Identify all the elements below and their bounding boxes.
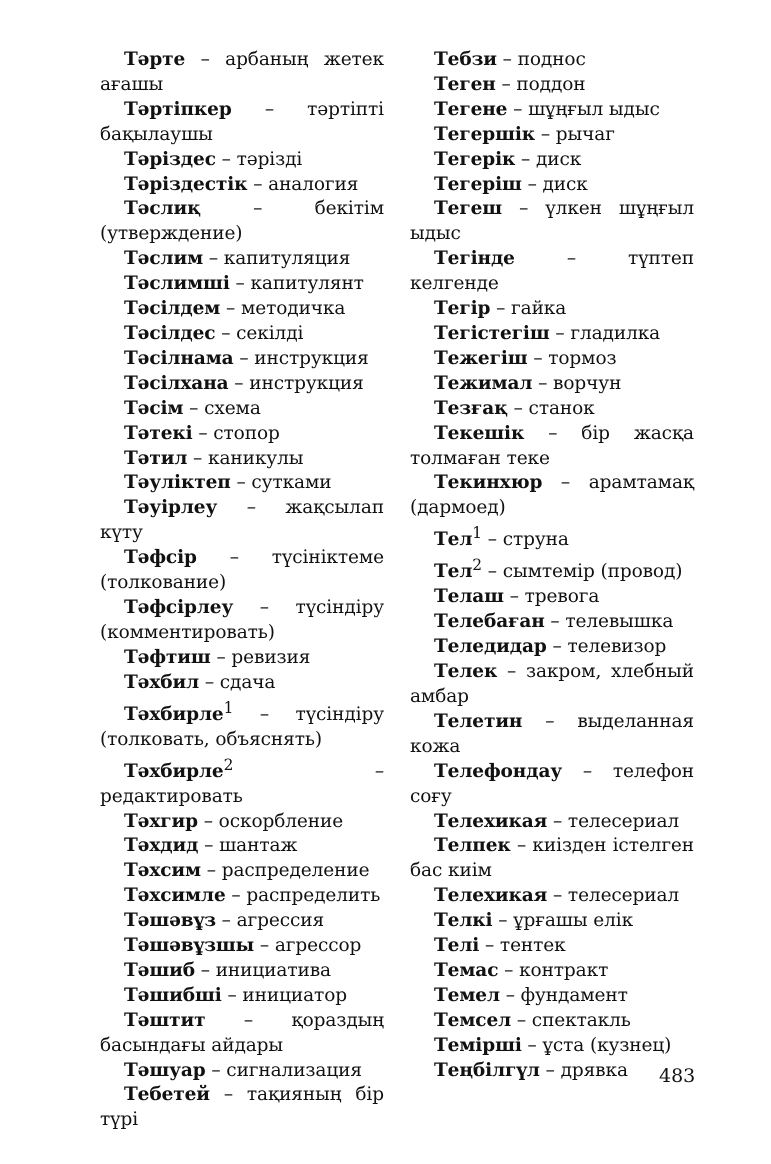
homonym-index: 1 bbox=[223, 698, 234, 717]
dictionary-entry bbox=[100, 322, 384, 347]
entry-headword: Темсел bbox=[434, 1009, 512, 1031]
entry-headword: Тәсілдес bbox=[124, 322, 216, 344]
entry-headword: Телек bbox=[434, 661, 498, 683]
entry-headword: Тегершік bbox=[434, 123, 536, 145]
entry-headword: Телехикая bbox=[434, 810, 548, 832]
entry-headword: Тәтекі bbox=[124, 422, 193, 444]
dictionary-entry bbox=[100, 984, 384, 1009]
entry-definition: – агрессор bbox=[254, 935, 362, 957]
entry-definition: – оскорбление bbox=[197, 810, 344, 832]
entry-definition: – тревога bbox=[503, 586, 600, 608]
entry-definition: – телевизор bbox=[546, 636, 667, 658]
entry-headword: Тәрте bbox=[124, 49, 186, 70]
entry-definition: – инструкция bbox=[233, 347, 369, 369]
dictionary-entry bbox=[410, 1009, 694, 1034]
entry-definition: – ұрғашы елік bbox=[492, 910, 634, 932]
dictionary-entry bbox=[410, 834, 694, 884]
dictionary-entry bbox=[100, 934, 384, 959]
entry-definition: – арбаның жетек ағашы bbox=[100, 49, 384, 95]
entry-headword: Тәфсір bbox=[124, 547, 197, 569]
dictionary-entry bbox=[410, 660, 694, 710]
entry-headword: Тәріздес bbox=[124, 148, 216, 170]
dictionary-entry bbox=[100, 1059, 384, 1084]
entry-definition: – рычаг bbox=[535, 123, 615, 145]
dictionary-entry bbox=[410, 347, 694, 372]
dictionary-entry bbox=[410, 909, 694, 934]
dictionary-entry bbox=[100, 272, 384, 297]
entry-definition: – ворчун bbox=[532, 372, 622, 394]
entry-definition: – жақсылап күту bbox=[100, 497, 384, 544]
entry-definition: – диск bbox=[515, 148, 582, 170]
entry-headword: Тегеш bbox=[434, 198, 503, 220]
entry-definition: – бір жасқа толмаған теке bbox=[410, 422, 694, 469]
entry-definition: – ұста (кузнец) bbox=[521, 1034, 672, 1056]
entry-headword: Тәштит bbox=[124, 1009, 206, 1031]
entry-definition: – станок bbox=[507, 397, 595, 419]
entry-definition: – редактировать bbox=[100, 760, 384, 807]
homonym-index: 1 bbox=[472, 524, 482, 543]
entry-headword: Тәхдид bbox=[124, 835, 199, 857]
dictionary-entry bbox=[100, 422, 384, 447]
dictionary-entry bbox=[410, 553, 694, 585]
entry-headword: Тел bbox=[434, 529, 473, 551]
entry-headword: Тәртіпкер bbox=[124, 98, 232, 120]
entry-definition: – диск bbox=[521, 173, 588, 195]
entry-definition: – телефон соғу bbox=[410, 760, 694, 807]
entry-headword: Тәуліктеп bbox=[124, 472, 231, 494]
entry-definition: – телесериал bbox=[547, 885, 680, 907]
dictionary-entry bbox=[100, 546, 384, 596]
entry-definition: – ревизия bbox=[210, 646, 311, 668]
entry-headword: Темел bbox=[434, 984, 500, 1006]
entry-definition: – түсіндіру (комментировать) bbox=[100, 596, 384, 643]
dictionary-entry bbox=[410, 810, 694, 835]
entry-definition: – телесериал bbox=[547, 810, 680, 832]
dictionary-entry bbox=[410, 372, 694, 397]
entry-definition: – спектакль bbox=[511, 1009, 631, 1031]
entry-headword: Телефондау bbox=[434, 760, 563, 782]
entry-definition: – капитулянт bbox=[229, 273, 364, 295]
entry-definition: – закром, хлебный амбар bbox=[410, 661, 694, 707]
entry-headword: Тәслим bbox=[124, 248, 204, 270]
dictionary-entry bbox=[410, 635, 694, 660]
dictionary-entry bbox=[100, 297, 384, 322]
dictionary-entry bbox=[100, 1009, 384, 1059]
dictionary-entry bbox=[100, 447, 384, 472]
dictionary-entry bbox=[100, 372, 384, 397]
entry-headword: Тәхбил bbox=[124, 671, 200, 693]
dictionary-entry bbox=[100, 173, 384, 198]
entry-headword: Тәслимші bbox=[124, 273, 230, 295]
dictionary-entry bbox=[410, 471, 694, 521]
entry-definition: – сигнализация bbox=[205, 1059, 362, 1081]
entry-definition: – фундамент bbox=[499, 984, 628, 1006]
entry-definition: – инициатор bbox=[221, 984, 347, 1006]
dictionary-entry bbox=[100, 496, 384, 546]
entry-headword: Тәшибші bbox=[124, 984, 222, 1006]
dictionary-entry bbox=[100, 859, 384, 884]
entry-headword: Тегістегіш bbox=[434, 322, 550, 344]
entry-headword: Тәфтиш bbox=[124, 646, 211, 668]
left-column bbox=[100, 48, 384, 1133]
entry-definition: – капитуляция bbox=[203, 248, 351, 270]
entry-headword: Тәсілнама bbox=[124, 347, 234, 369]
entry-headword: Тәхбирле bbox=[124, 760, 224, 782]
entry-definition: – сутками bbox=[230, 472, 332, 494]
entry-definition: – поднос bbox=[496, 49, 586, 70]
entry-headword: Тегерік bbox=[434, 148, 516, 170]
entry-definition: – инициатива bbox=[194, 959, 331, 981]
entry-definition: – қораздың басындағы айдары bbox=[100, 1009, 384, 1056]
entry-headword: Тебзи bbox=[434, 49, 497, 70]
entry-definition: – сымтемір (провод) bbox=[481, 561, 683, 583]
entry-headword: Текинхюр bbox=[434, 472, 543, 494]
entry-definition: – методичка bbox=[220, 298, 346, 320]
dictionary-entry bbox=[100, 471, 384, 496]
dictionary-entry bbox=[100, 753, 384, 810]
dictionary-entry bbox=[100, 197, 384, 247]
dictionary-entry bbox=[410, 422, 694, 472]
dictionary-entry bbox=[100, 696, 384, 753]
entry-headword: Телехикая bbox=[434, 885, 548, 907]
entry-definition: – тормоз bbox=[527, 347, 617, 369]
dictionary-entry bbox=[410, 610, 694, 635]
entry-headword: Теледидар bbox=[434, 636, 547, 658]
dictionary-entry bbox=[410, 297, 694, 322]
entry-definition: – түсініктеме (толкование) bbox=[100, 547, 384, 594]
entry-headword: Тегір bbox=[434, 298, 491, 320]
entry-headword: Тәхсимле bbox=[124, 885, 226, 907]
entry-headword: Тегінде bbox=[434, 248, 515, 270]
dictionary-entry bbox=[100, 347, 384, 372]
dictionary-entry bbox=[410, 984, 694, 1009]
dictionary-entry bbox=[410, 98, 694, 123]
entry-headword: Телебаған bbox=[434, 611, 545, 633]
entry-definition: – тәрізді bbox=[215, 148, 303, 170]
entry-headword: Телетин bbox=[434, 710, 523, 732]
dictionary-entry bbox=[100, 596, 384, 646]
entry-headword: Тәшәвұзшы bbox=[124, 935, 255, 957]
entry-headword: Тебетей bbox=[124, 1084, 210, 1106]
entry-definition: – тентек bbox=[479, 935, 566, 957]
homonym-index: 2 bbox=[223, 755, 234, 774]
entry-headword: Тегеріш bbox=[434, 173, 522, 195]
entry-headword: Текешік bbox=[434, 422, 525, 444]
entry-definition: – тәртіпті бақылаушы bbox=[100, 98, 384, 145]
dictionary-entry bbox=[100, 48, 384, 98]
dictionary-entry bbox=[410, 1059, 694, 1084]
dictionary-entry bbox=[410, 934, 694, 959]
entry-definition: – шұңғыл ыдыс bbox=[507, 98, 660, 120]
dictionary-entry bbox=[410, 959, 694, 984]
entry-definition: – каникулы bbox=[187, 447, 304, 469]
entry-headword: Тәфсірлеу bbox=[124, 596, 234, 618]
dictionary-entry bbox=[100, 909, 384, 934]
dictionary-entry bbox=[100, 884, 384, 909]
entry-headword: Тәсілхана bbox=[124, 372, 229, 394]
dictionary-entry bbox=[410, 173, 694, 198]
entry-headword: Теңбілгүл bbox=[434, 1059, 540, 1081]
entry-definition: – арамтамақ (дармоед) bbox=[410, 472, 694, 519]
entry-headword: Тәріздестік bbox=[124, 173, 248, 195]
entry-headword: Тел bbox=[434, 561, 473, 583]
entry-definition: – струна bbox=[481, 529, 569, 551]
entry-headword: Телкі bbox=[434, 910, 493, 932]
entry-definition: – распределить bbox=[225, 885, 381, 907]
dictionary-entry bbox=[100, 397, 384, 422]
entry-definition: – гладилка bbox=[549, 322, 661, 344]
dictionary-entry bbox=[410, 585, 694, 610]
entry-definition: – түптеп келгенде bbox=[410, 248, 694, 295]
entry-headword: Телпек bbox=[434, 835, 511, 857]
entry-headword: Тежимал bbox=[434, 372, 533, 394]
entry-headword: Тәшәвұз bbox=[124, 910, 216, 932]
entry-definition: – поддон bbox=[495, 73, 586, 95]
dictionary-entry bbox=[100, 98, 384, 148]
entry-definition: – тақияның бір түрі bbox=[100, 1084, 384, 1131]
dictionary-entry bbox=[100, 834, 384, 859]
dictionary-entry bbox=[100, 810, 384, 835]
entry-definition: – контракт bbox=[498, 959, 609, 981]
dictionary-entry bbox=[410, 48, 694, 73]
entry-headword: Тәуірлеу bbox=[124, 497, 218, 519]
dictionary-entry bbox=[100, 1083, 384, 1133]
dictionary-entry bbox=[100, 247, 384, 272]
dictionary-entry bbox=[410, 760, 694, 810]
entry-definition: – секілді bbox=[215, 322, 304, 344]
dictionary-entry bbox=[410, 1034, 694, 1059]
entry-headword: Тегене bbox=[434, 98, 508, 120]
dictionary-entry bbox=[410, 73, 694, 98]
dictionary-entry bbox=[410, 322, 694, 347]
dictionary-entry bbox=[410, 397, 694, 422]
entry-definition: – распределение bbox=[201, 860, 370, 882]
dictionary-entry bbox=[410, 710, 694, 760]
right-column bbox=[410, 48, 694, 1083]
entry-headword: Тәслиқ bbox=[124, 198, 201, 220]
entry-headword: Темірші bbox=[434, 1034, 522, 1056]
entry-headword: Тежегіш bbox=[434, 347, 528, 369]
entry-headword: Тәхгир bbox=[124, 810, 198, 832]
entry-definition: – телевышка bbox=[544, 611, 674, 633]
entry-definition: – бекітім (утверждение) bbox=[100, 198, 384, 245]
dictionary-entry bbox=[100, 646, 384, 671]
entry-definition: – агрессия bbox=[215, 910, 325, 932]
entry-headword: Телі bbox=[434, 935, 480, 957]
page-number: 483 bbox=[659, 1065, 696, 1087]
dictionary-entry bbox=[410, 884, 694, 909]
entry-definition: – стопор bbox=[192, 422, 280, 444]
entry-headword: Тәтил bbox=[124, 447, 188, 469]
entry-definition: – аналогия bbox=[247, 173, 359, 195]
entry-headword: Теген bbox=[434, 73, 496, 95]
entry-headword: Тезғақ bbox=[434, 397, 508, 419]
entry-definition: – киізден істелген бас киім bbox=[410, 835, 694, 882]
dictionary-entry bbox=[100, 671, 384, 696]
dictionary-entry bbox=[410, 247, 694, 297]
entry-headword: Тәшиб bbox=[124, 959, 195, 981]
entry-definition: – выделанная кожа bbox=[410, 710, 694, 757]
entry-definition: – дрявка bbox=[539, 1059, 628, 1081]
entry-definition: – сдача bbox=[199, 671, 276, 693]
dictionary-entry bbox=[410, 521, 694, 553]
entry-headword: Тәшуар bbox=[124, 1059, 206, 1081]
entry-definition: – гайка bbox=[490, 298, 567, 320]
entry-headword: Тәсім bbox=[124, 397, 184, 419]
entry-headword: Тәхсим bbox=[124, 860, 202, 882]
dictionary-entry bbox=[410, 148, 694, 173]
dictionary-entry bbox=[410, 123, 694, 148]
entry-definition: – үлкен шұңғыл ыдыс bbox=[410, 198, 694, 245]
entry-headword: Тәхбирле bbox=[124, 703, 224, 725]
homonym-index: 2 bbox=[472, 556, 482, 575]
entry-definition: – шантаж bbox=[198, 835, 298, 857]
dictionary-entry bbox=[410, 197, 694, 247]
dictionary-entry bbox=[100, 148, 384, 173]
entry-definition: – инструкция bbox=[228, 372, 364, 394]
entry-headword: Телаш bbox=[434, 586, 504, 608]
entry-headword: Тәсілдем bbox=[124, 298, 221, 320]
entry-definition: – түсіндіру (толковать, объяснять) bbox=[100, 703, 384, 750]
entry-headword: Темас bbox=[434, 959, 499, 981]
entry-definition: – схема bbox=[183, 397, 261, 419]
dictionary-entry bbox=[100, 959, 384, 984]
